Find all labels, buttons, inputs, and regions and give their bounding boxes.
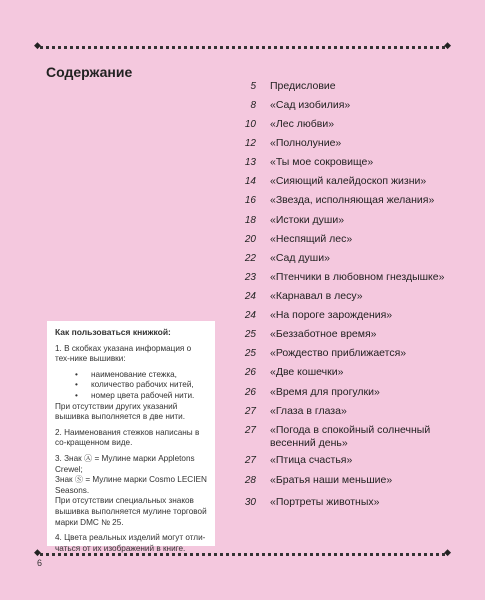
toc-entry xyxy=(232,290,452,303)
toc-page-number: 8 xyxy=(250,100,256,111)
toc-title: «Звезда, исполняющая желания» xyxy=(270,194,435,206)
instruction-1-intro: 1. В скобках указана информация о тех-нике вышивки: xyxy=(55,343,192,364)
toc-entry xyxy=(232,496,452,509)
toc-title: «Сияющий калейдоскоп жизни» xyxy=(270,175,427,187)
toc-title: «Сад изобилия» xyxy=(270,99,351,111)
toc-title: «На пороге зарождения» xyxy=(270,309,393,321)
toc-page-number: 27 xyxy=(244,425,256,436)
toc-page-number: 30 xyxy=(244,497,256,508)
toc-page-number: 26 xyxy=(244,367,256,378)
toc-title: Предисловие xyxy=(270,80,336,92)
top-dotted-divider xyxy=(40,46,445,52)
toc-entry xyxy=(232,366,452,379)
toc-entry xyxy=(232,347,452,360)
toc-entry xyxy=(232,194,452,207)
how-to-use-title: Как пользоваться книжкой: xyxy=(55,327,171,337)
toc-title: «Беззаботное время» xyxy=(270,328,377,340)
toc-title: «Сад души» xyxy=(270,252,330,264)
toc-page-number: 18 xyxy=(244,215,256,226)
page-title: Содержание xyxy=(46,64,133,80)
instruction-4: 4. Цвета реальных изделий могут отли-чаться от их изображений в книге. xyxy=(55,533,206,553)
instruction-1-bullet: • наименование стежка, xyxy=(77,370,207,381)
toc-title: «Птица счастья» xyxy=(270,454,353,466)
instruction-3-line2: Знак Ⓢ = Мулине марки Cosmo LECIEN Seasons. xyxy=(55,475,207,495)
toc-entry xyxy=(232,424,452,450)
instruction-1-note: При отсутствии других указаний вышивка выполняется в две нити. xyxy=(55,401,186,422)
bottom-dotted-divider xyxy=(40,553,445,559)
toc-title: «Братья наши меньшие» xyxy=(270,474,393,486)
toc-page-number: 13 xyxy=(244,157,256,168)
toc-page-number: 26 xyxy=(244,387,256,398)
toc-page-number: 28 xyxy=(244,475,256,486)
toc-page-number: 22 xyxy=(244,253,256,264)
toc-page-number: 20 xyxy=(244,234,256,245)
how-to-use-box xyxy=(47,321,215,553)
toc-page-number: 25 xyxy=(244,329,256,340)
toc-page-number: 16 xyxy=(244,195,256,206)
toc-entry xyxy=(232,156,452,169)
toc-title: «Полнолуние» xyxy=(270,137,342,149)
toc-page-number: 23 xyxy=(244,272,256,283)
toc-page-number: 5 xyxy=(250,81,256,92)
toc-entry xyxy=(232,214,452,227)
toc-title: «Неспящий лес» xyxy=(270,233,353,245)
toc-entry xyxy=(232,137,452,150)
toc-entry xyxy=(232,474,452,487)
toc-entry xyxy=(232,175,452,188)
toc-entry xyxy=(232,80,452,93)
page-number: 6 xyxy=(37,558,43,568)
instruction-2: 2. Наименования стежков написаны в со-кращенном виде. xyxy=(55,427,200,448)
toc-page-number: 24 xyxy=(244,310,256,321)
toc-entry xyxy=(232,99,452,112)
toc-title: «Рождество приближается» xyxy=(270,347,407,359)
instruction-1-bullet: • количество рабочих нитей, xyxy=(77,380,207,391)
instruction-3-note: При отсутствии специальных знаков вышивка выполняется мулине торговой марки DMC № 25. xyxy=(55,496,207,527)
toc-title: «Глаза в глаза» xyxy=(270,405,347,417)
toc-entry xyxy=(232,454,452,467)
toc-entry xyxy=(232,233,452,246)
toc-entry xyxy=(232,386,452,399)
toc-entry xyxy=(232,271,452,284)
instruction-3-line1: 3. Знак Ⓐ = Мулине марки Appletons Crewel; xyxy=(55,453,195,474)
instruction-1-bullet: • номер цвета рабочей нити. xyxy=(77,391,207,402)
toc-title: «Птенчики в любовном гнездышке» xyxy=(270,271,445,283)
toc-title: «Лес любви» xyxy=(270,118,335,130)
toc-title: «Время для прогулки» xyxy=(270,386,380,398)
toc-title: «Две кошечки» xyxy=(270,366,344,378)
toc-page-number: 27 xyxy=(244,406,256,417)
toc-page-number: 24 xyxy=(244,291,256,302)
toc-title: «Портреты животных» xyxy=(270,496,380,508)
toc-entry xyxy=(232,328,452,341)
toc-page-number: 27 xyxy=(244,455,256,466)
toc-title: «Карнавал в лесу» xyxy=(270,290,363,302)
toc-title: «Истоки души» xyxy=(270,214,345,226)
toc-page-number: 25 xyxy=(244,348,256,359)
toc-page-number: 12 xyxy=(244,138,256,149)
toc-entry xyxy=(232,118,452,131)
toc-entry xyxy=(232,405,452,418)
toc-page-number: 14 xyxy=(244,176,256,187)
toc-title: «Погода в спокойный солнечный весенний день» xyxy=(270,424,431,449)
toc-title: «Ты мое сокровище» xyxy=(270,156,374,168)
toc-entry xyxy=(232,309,452,322)
instruction-1-list xyxy=(55,370,207,402)
toc-page-number: 10 xyxy=(244,119,256,130)
toc-entry xyxy=(232,252,452,265)
